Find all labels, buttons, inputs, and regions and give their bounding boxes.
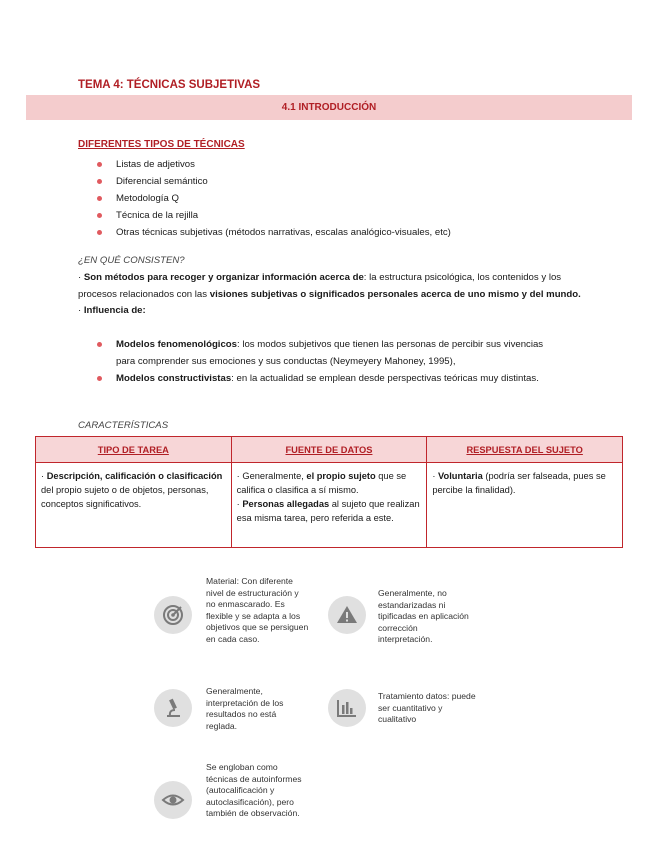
paragraph-line: · Influencia de: [78,305,146,316]
bullet-icon [97,213,102,218]
list-item: Diferencial semántico [96,173,451,190]
bullet-icon [97,162,102,167]
warning-icon [328,596,366,634]
table-header: TIPO DE TAREA [36,437,232,463]
tema-title: TEMA 4: TÉCNICAS SUBJETIVAS [78,79,261,91]
bullet-icon [97,342,102,347]
target-icon [154,596,192,634]
bar-chart-icon [328,689,366,727]
list-item: Técnica de la rejilla [96,207,451,224]
card-text-autoinformes: Se engloban como técnicas de autoinformes (autocalificación y autoclasificación), pero también de observación. [206,762,302,819]
caracteristicas-heading: CARACTERÍSTICAS [78,420,169,431]
table-header-row [36,437,623,463]
cell-line: · Personas allegadas al sujeto que realizan esa misma tarea, pero referida a este. [236,499,420,523]
bullet-icon [97,179,102,184]
table-header: FUENTE DE DATOS [231,437,427,463]
cell-line: · Generalmente, el propio sujeto que se califica o clasifica a sí mismo. [236,471,407,495]
list-item: Otras técnicas subjetivas (métodos narrativas, escalas analógico-visuales, etc) [96,224,451,241]
caracteristicas-table [35,436,623,548]
list-item: Modelos constructivistas: en la actualidad se emplean desde perspectivas teóricas muy distintas. [96,370,556,387]
table-row [36,463,623,548]
section-title: 4.1 INTRODUCCIÓN [281,102,377,113]
card-text-tratamiento: Tratamiento datos: puede ser cuantitativo y cualitativo [378,691,476,725]
list-item: Metodología Q [96,190,451,207]
card-text-material: Material: Con diferente nivel de estructuración y no enmascarado. Es flexible y se adapta a los objetivos que se persiguen en cada caso. [206,576,309,644]
table-header: RESPUESTA DEL SUJETO [427,437,623,463]
section-bar [26,95,632,120]
microscope-icon [154,689,192,727]
table-cell: · Descripción, calificación o clasificación del propio sujeto o de objetos, personas, conceptos significativos. [36,463,232,548]
bullet-icon [97,230,102,235]
table-cell: · Voluntaria (podría ser falseada, pues se percibe la finalidad). [427,463,623,548]
eye-icon [154,781,192,819]
paragraph-line: · Son métodos para recoger y organizar información acerca de: la estructura psicológica, los contenidos y los procesos relacionados con las visiones subjetivas o significados personales acerca de uno mismo y del mundo. [78,272,581,300]
list-item: Listas de adjetivos [96,156,451,173]
consisten-paragraph [78,270,583,320]
tipos-heading: DIFERENTES TIPOS DE TÉCNICAS [78,139,245,150]
consisten-heading: ¿EN QUÉ CONSISTEN? [78,255,185,266]
list-item: Modelos fenomenológicos: los modos subjetivos que tienen las personas de percibir sus vivencias para comprender sus emociones y sus conductas (Neymeyery Mahoney, 1995), [96,336,556,370]
bullet-icon [97,196,102,201]
bullet-icon [97,376,102,381]
models-list [96,336,556,387]
card-text-estandarizadas: Generalmente, no estandarizadas ni tipificadas en aplicación corrección interpretación. [378,588,469,645]
tipos-list [96,156,451,241]
card-text-interpretacion: Generalmente, interpretación de los resultados no está reglada. [206,686,284,731]
table-cell [231,463,427,548]
